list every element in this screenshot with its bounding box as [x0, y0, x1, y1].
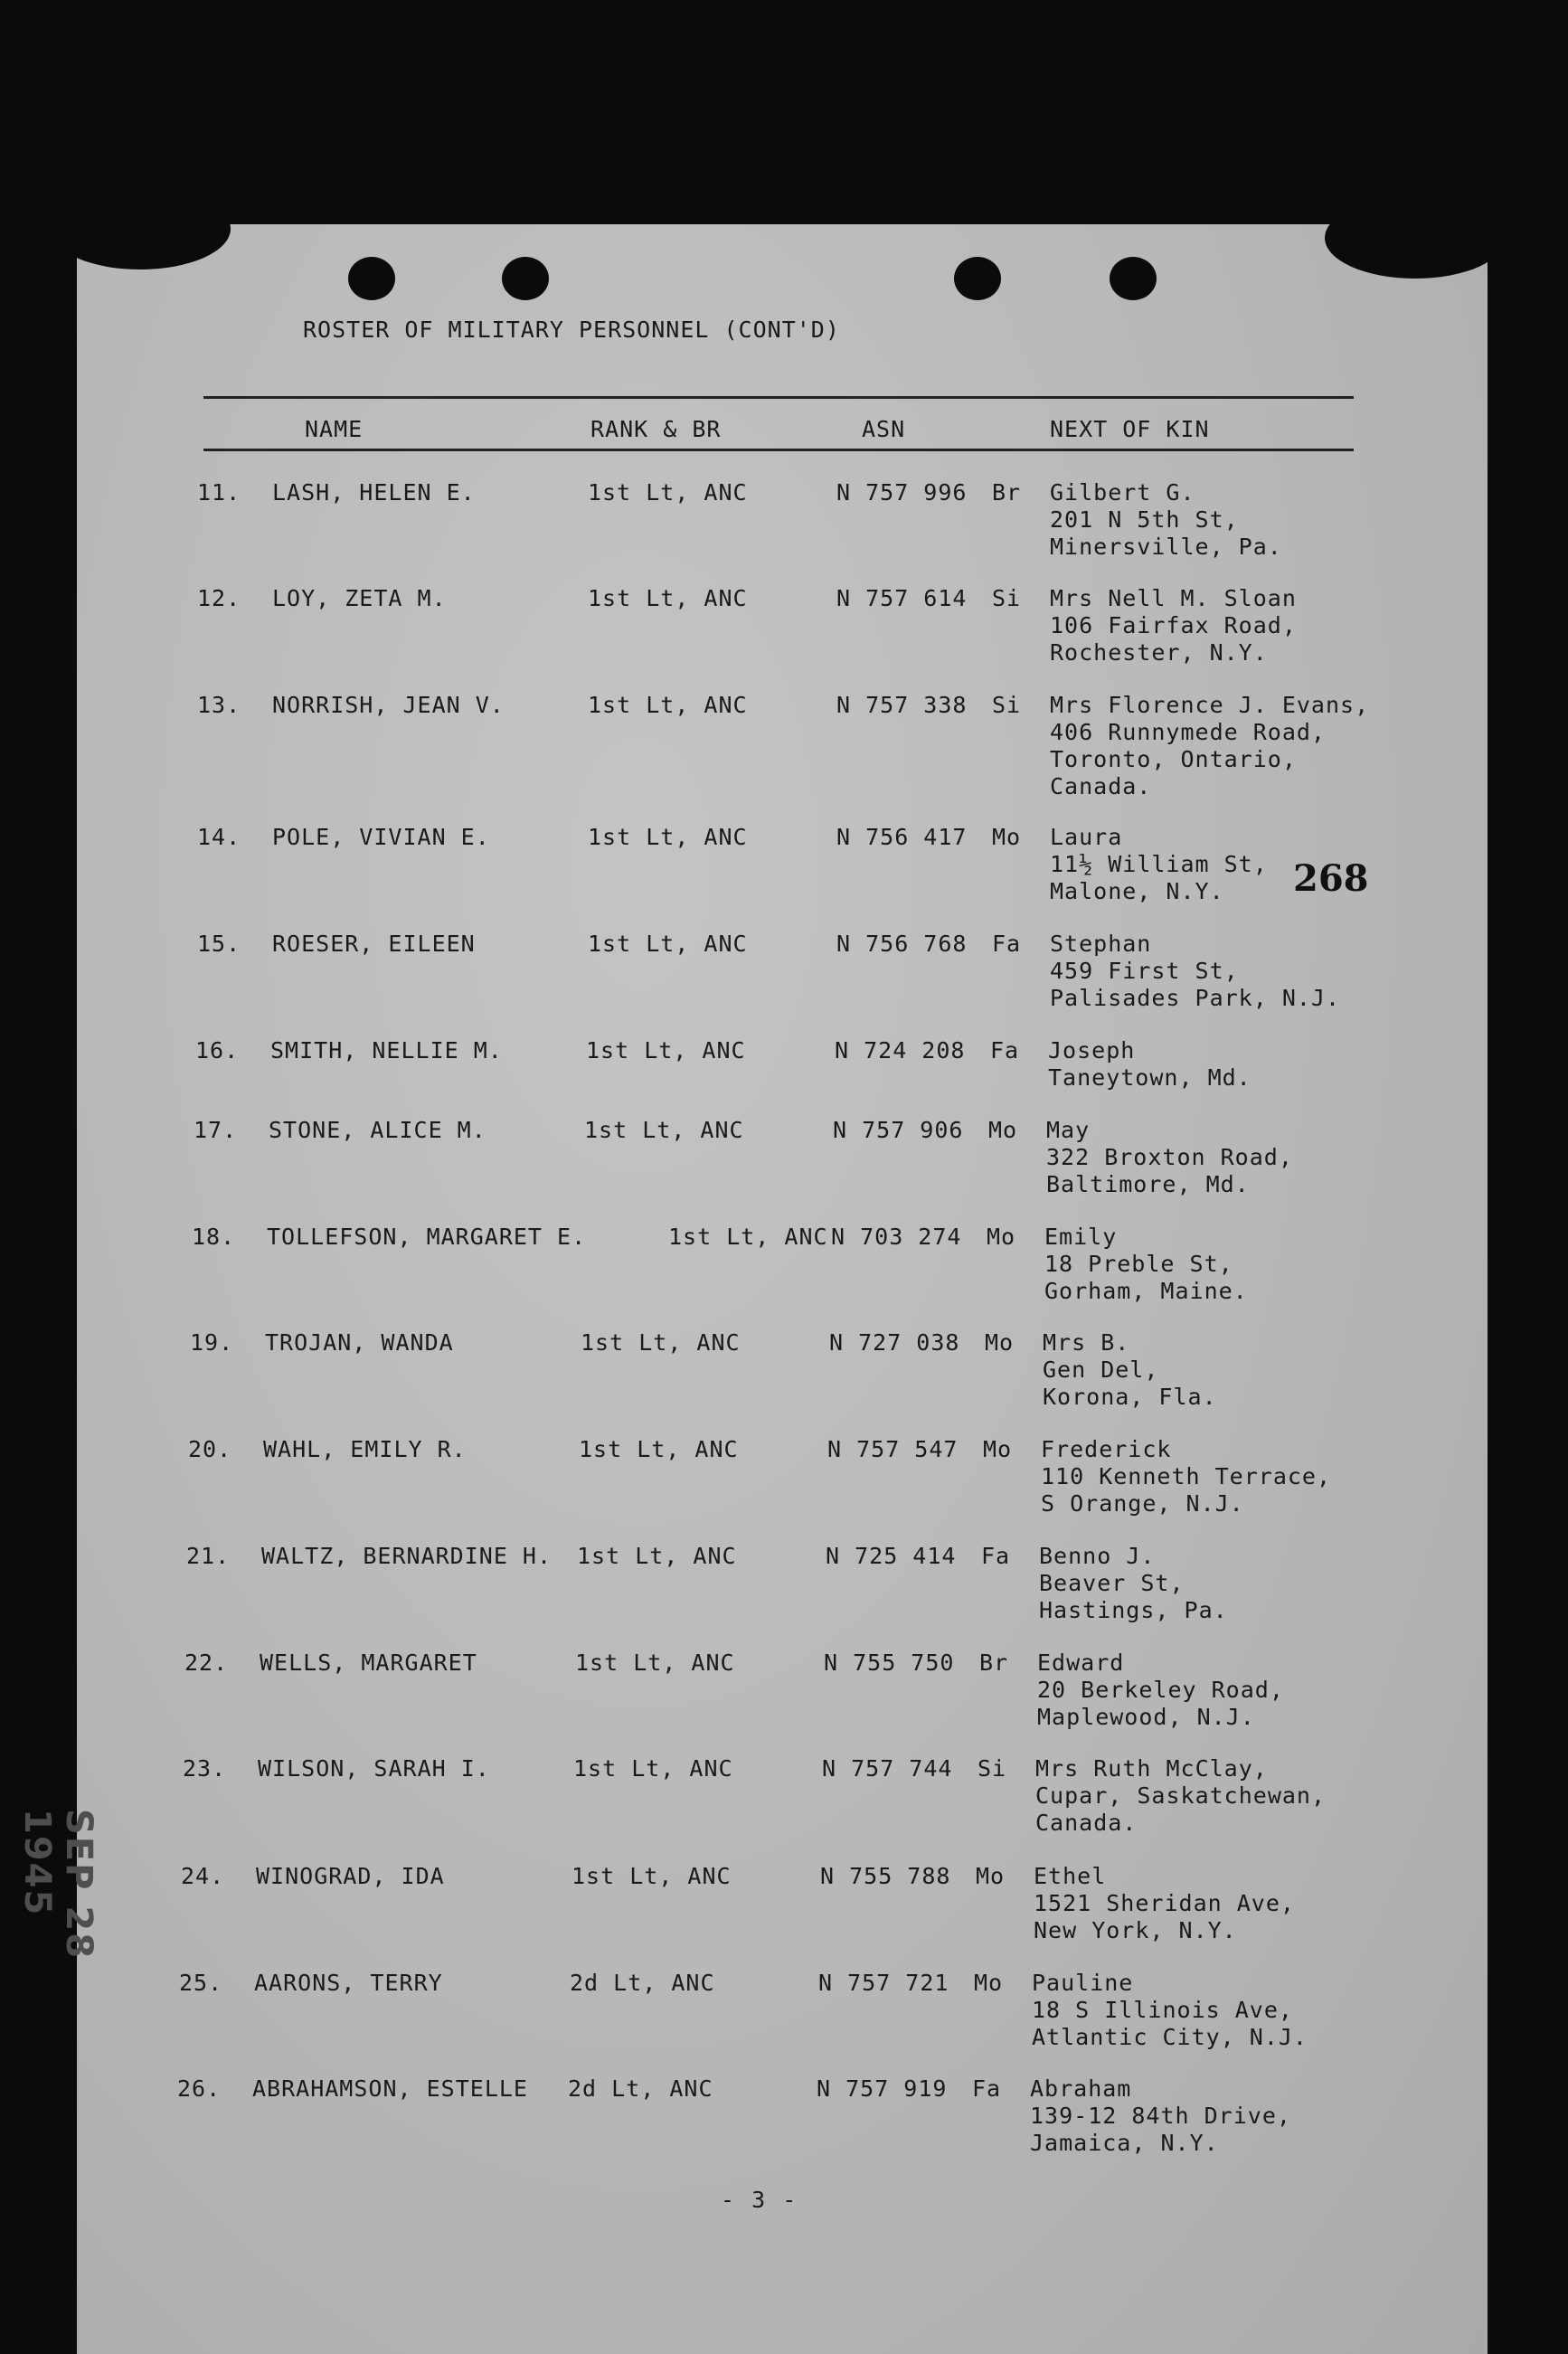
army-serial-number: N 703 274 — [831, 1224, 962, 1250]
punch-hole — [1110, 257, 1157, 300]
rank-branch: 1st Lt, ANC — [588, 692, 748, 718]
row-number: 12. — [197, 585, 241, 611]
page-footer: - 3 - — [721, 2187, 798, 2213]
kin-line: Atlantic City, N.J. — [1032, 2024, 1308, 2050]
army-serial-number: N 727 038 — [829, 1329, 960, 1356]
kin-line: New York, N.Y. — [1034, 1917, 1237, 1943]
kin-line: Joseph — [1048, 1037, 1136, 1064]
rank-branch: 1st Lt, ANC — [579, 1436, 739, 1462]
next-of-kin — [1043, 1329, 1217, 1411]
army-serial-number: N 757 996 — [836, 479, 968, 506]
kin-relationship: Fa — [972, 2075, 1002, 2102]
kin-line: Edward — [1037, 1650, 1125, 1676]
person-name: WAHL, EMILY R. — [263, 1436, 467, 1462]
kin-line: 139-12 84th Drive, — [1030, 2103, 1291, 2129]
person-name: WALTZ, BERNARDINE H. — [261, 1543, 553, 1569]
column-header-rank: RANK & BR — [590, 416, 722, 442]
next-of-kin — [1032, 1970, 1308, 2051]
army-serial-number: N 757 338 — [836, 692, 968, 718]
kin-line: May — [1046, 1117, 1091, 1143]
kin-relationship: Mo — [992, 824, 1022, 850]
kin-relationship: Si — [992, 585, 1022, 611]
rank-branch: 1st Lt, ANC — [588, 479, 748, 506]
column-header-kin: NEXT OF KIN — [1050, 416, 1210, 442]
kin-relationship: Si — [992, 692, 1022, 718]
document-page — [77, 224, 1488, 2354]
person-name: ROESER, EILEEN — [272, 931, 476, 957]
kin-relationship: Fa — [992, 931, 1022, 957]
row-number: 18. — [192, 1224, 236, 1250]
kin-line: Maplewood, N.J. — [1037, 1704, 1255, 1730]
kin-line: Benno J. — [1039, 1543, 1156, 1569]
person-name: STONE, ALICE M. — [269, 1117, 486, 1143]
person-name: TOLLEFSON, MARGARET E. — [267, 1224, 587, 1250]
row-number: 11. — [197, 479, 241, 506]
kin-line: Abraham — [1030, 2075, 1132, 2102]
rank-branch: 1st Lt, ANC — [571, 1863, 732, 1889]
next-of-kin — [1034, 1863, 1295, 1944]
header-rule-top — [203, 396, 1354, 399]
kin-line: Palisades Park, N.J. — [1050, 985, 1341, 1011]
kin-relationship: Mo — [983, 1436, 1013, 1462]
next-of-kin — [1050, 585, 1297, 666]
row-number: 20. — [188, 1436, 232, 1462]
kin-line: Canada. — [1050, 773, 1152, 799]
next-of-kin — [1048, 1037, 1252, 1092]
row-number: 21. — [186, 1543, 231, 1569]
army-serial-number: N 757 614 — [836, 585, 968, 611]
kin-relationship: Fa — [990, 1037, 1020, 1064]
kin-line: Emily — [1044, 1224, 1118, 1250]
person-name: WELLS, MARGARET — [260, 1650, 477, 1676]
rank-branch: 1st Lt, ANC — [588, 931, 748, 957]
kin-relationship: Mo — [985, 1329, 1015, 1356]
rank-branch: 1st Lt, ANC — [668, 1224, 828, 1250]
kin-line: Mrs B. — [1043, 1329, 1130, 1356]
rank-branch: 2d Lt, ANC — [568, 2075, 713, 2102]
person-name: WINOGRAD, IDA — [256, 1863, 445, 1889]
row-number: 24. — [181, 1863, 225, 1889]
kin-line: 201 N 5th St, — [1050, 506, 1239, 533]
kin-line: Gorham, Maine. — [1044, 1278, 1248, 1304]
army-serial-number: N 756 417 — [836, 824, 968, 850]
kin-line: S Orange, N.J. — [1041, 1490, 1244, 1517]
rank-branch: 1st Lt, ANC — [573, 1755, 733, 1782]
kin-line: Canada. — [1035, 1810, 1138, 1836]
kin-line: Jamaica, N.Y. — [1030, 2130, 1219, 2156]
army-serial-number: N 757 744 — [822, 1755, 953, 1782]
kin-relationship: Mo — [974, 1970, 1004, 1996]
punch-hole — [502, 257, 549, 300]
kin-line: Gen Del, — [1043, 1357, 1159, 1383]
punch-hole — [348, 257, 395, 300]
kin-line: Laura — [1050, 824, 1123, 850]
kin-line: 18 Preble St, — [1044, 1251, 1233, 1277]
kin-line: 20 Berkeley Road, — [1037, 1677, 1284, 1703]
kin-relationship: Br — [992, 479, 1022, 506]
rank-branch: 1st Lt, ANC — [586, 1037, 746, 1064]
next-of-kin — [1037, 1650, 1284, 1731]
row-number: 17. — [194, 1117, 238, 1143]
person-name: LASH, HELEN E. — [272, 479, 476, 506]
kin-line: Stephan — [1050, 931, 1152, 957]
row-number: 19. — [190, 1329, 234, 1356]
army-serial-number: N 724 208 — [835, 1037, 966, 1064]
army-serial-number: N 756 768 — [836, 931, 968, 957]
row-number: 25. — [179, 1970, 223, 1996]
kin-line: Mrs Florence J. Evans, — [1050, 692, 1370, 718]
page-number-stamp: 268 — [1293, 857, 1369, 900]
army-serial-number: N 725 414 — [826, 1543, 957, 1569]
torn-corner-left — [50, 188, 231, 269]
rank-branch: 2d Lt, ANC — [570, 1970, 715, 1996]
army-serial-number: N 755 750 — [824, 1650, 955, 1676]
kin-line: Pauline — [1032, 1970, 1134, 1996]
kin-line: Ethel — [1034, 1863, 1107, 1889]
kin-line: Baltimore, Md. — [1046, 1171, 1250, 1197]
kin-relationship: Br — [979, 1650, 1009, 1676]
rank-branch: 1st Lt, ANC — [577, 1543, 737, 1569]
next-of-kin — [1035, 1755, 1326, 1837]
kin-line: 18 S Illinois Ave, — [1032, 1997, 1293, 2023]
row-number: 23. — [183, 1755, 227, 1782]
rank-branch: 1st Lt, ANC — [575, 1650, 735, 1676]
kin-relationship: Mo — [988, 1117, 1018, 1143]
row-number: 22. — [184, 1650, 229, 1676]
rank-branch: 1st Lt, ANC — [588, 824, 748, 850]
row-number: 26. — [177, 2075, 222, 2102]
kin-line: Taneytown, Md. — [1048, 1064, 1252, 1091]
kin-line: 11½ William St, — [1050, 851, 1268, 877]
kin-line: Malone, N.Y. — [1050, 878, 1224, 904]
kin-line: 406 Runnymede Road, — [1050, 719, 1326, 745]
kin-line: Beaver St, — [1039, 1570, 1185, 1596]
kin-line: Korona, Fla. — [1043, 1384, 1217, 1410]
document-title: ROSTER OF MILITARY PERSONNEL (CONT'D) — [303, 317, 840, 343]
date-stamp: SEP 28 1945 — [16, 1809, 99, 1961]
header-rule-bottom — [203, 449, 1354, 451]
next-of-kin — [1046, 1117, 1293, 1198]
kin-line: Minersville, Pa. — [1050, 534, 1282, 560]
person-name: LOY, ZETA M. — [272, 585, 447, 611]
next-of-kin — [1041, 1436, 1331, 1517]
person-name: NORRISH, JEAN V. — [272, 692, 505, 718]
row-number: 15. — [197, 931, 241, 957]
army-serial-number: N 757 919 — [817, 2075, 948, 2102]
kin-line: Gilbert G. — [1050, 479, 1195, 506]
next-of-kin — [1050, 479, 1282, 561]
person-name: WILSON, SARAH I. — [258, 1755, 490, 1782]
punch-hole — [954, 257, 1001, 300]
next-of-kin — [1030, 2075, 1291, 2157]
kin-line: 106 Fairfax Road, — [1050, 612, 1297, 638]
column-header-asn: ASN — [862, 416, 906, 442]
next-of-kin — [1044, 1224, 1248, 1305]
person-name: SMITH, NELLIE M. — [270, 1037, 503, 1064]
next-of-kin — [1050, 692, 1369, 800]
kin-line: 1521 Sheridan Ave, — [1034, 1890, 1295, 1916]
person-name: TROJAN, WANDA — [265, 1329, 454, 1356]
rank-branch: 1st Lt, ANC — [581, 1329, 741, 1356]
row-number: 16. — [195, 1037, 240, 1064]
kin-line: Mrs Nell M. Sloan — [1050, 585, 1297, 611]
next-of-kin — [1039, 1543, 1228, 1624]
person-name: ABRAHAMSON, ESTELLE — [252, 2075, 528, 2102]
kin-line: Rochester, N.Y. — [1050, 639, 1268, 666]
next-of-kin — [1050, 824, 1268, 905]
row-number: 13. — [197, 692, 241, 718]
kin-line: 459 First St, — [1050, 958, 1239, 984]
row-number: 14. — [197, 824, 241, 850]
torn-corner-right — [1325, 197, 1506, 279]
kin-line: Mrs Ruth McClay, — [1035, 1755, 1268, 1782]
person-name: AARONS, TERRY — [254, 1970, 443, 1996]
kin-line: Toronto, Ontario, — [1050, 746, 1297, 772]
army-serial-number: N 757 547 — [827, 1436, 959, 1462]
rank-branch: 1st Lt, ANC — [588, 585, 748, 611]
kin-line: 110 Kenneth Terrace, — [1041, 1463, 1332, 1489]
army-serial-number: N 755 788 — [820, 1863, 951, 1889]
rank-branch: 1st Lt, ANC — [584, 1117, 744, 1143]
kin-relationship: Fa — [981, 1543, 1011, 1569]
column-header-name: NAME — [305, 416, 364, 442]
army-serial-number: N 757 721 — [818, 1970, 949, 1996]
next-of-kin — [1050, 931, 1340, 1012]
army-serial-number: N 757 906 — [833, 1117, 964, 1143]
kin-relationship: Mo — [976, 1863, 1006, 1889]
kin-line: Hastings, Pa. — [1039, 1597, 1228, 1623]
person-name: POLE, VIVIAN E. — [272, 824, 490, 850]
kin-line: 322 Broxton Road, — [1046, 1144, 1293, 1170]
kin-relationship: Mo — [987, 1224, 1016, 1250]
kin-line: Cupar, Saskatchewan, — [1035, 1782, 1327, 1809]
kin-relationship: Si — [978, 1755, 1007, 1782]
kin-line: Frederick — [1041, 1436, 1172, 1462]
